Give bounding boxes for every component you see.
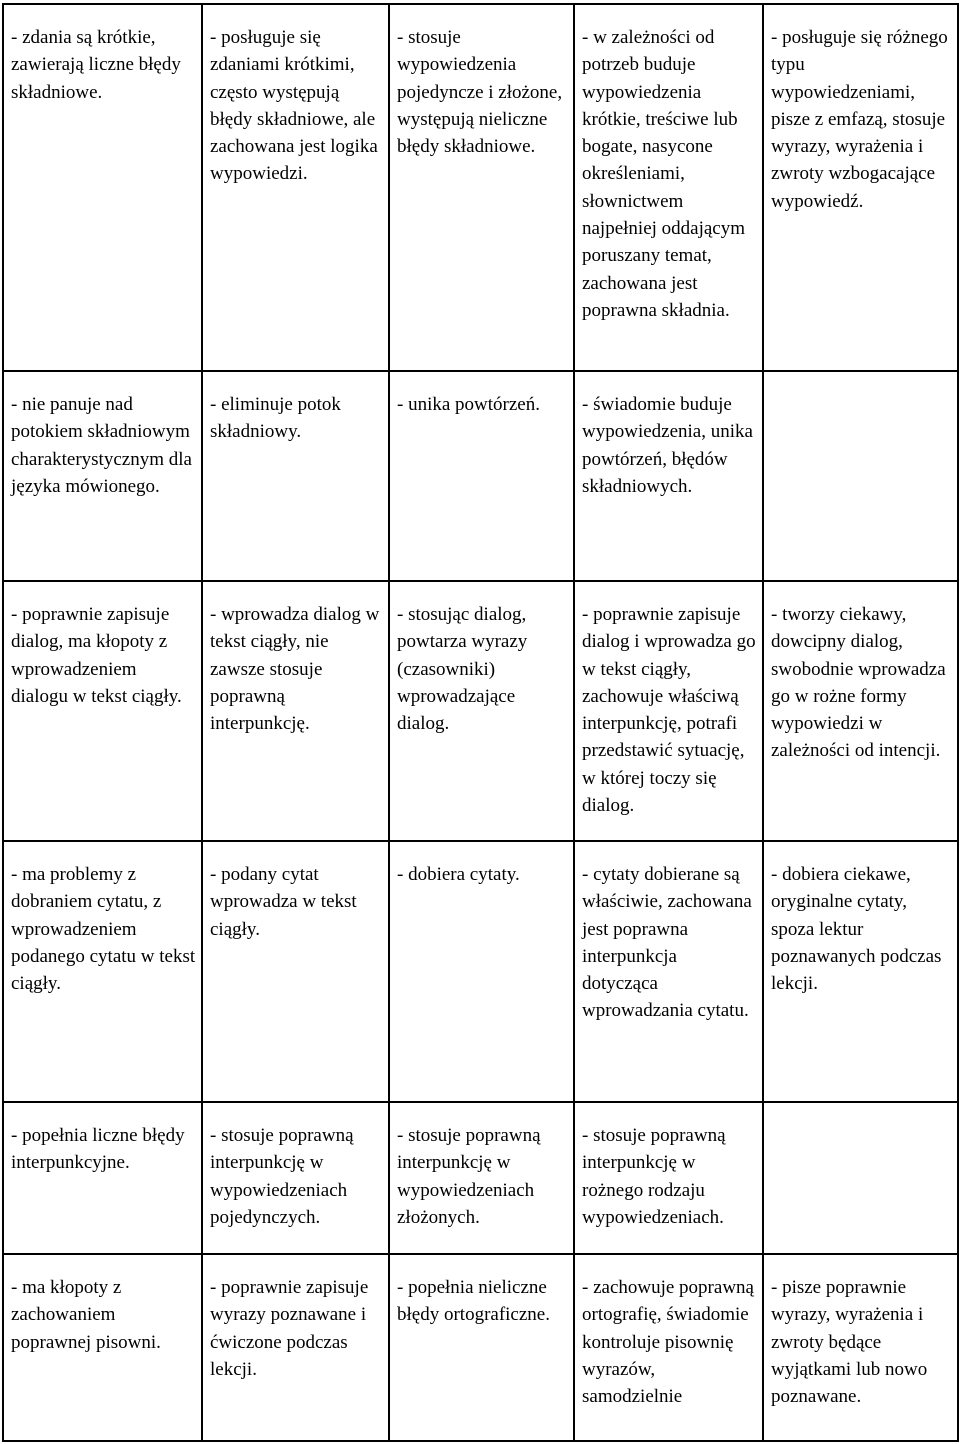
table-cell: [202, 581, 389, 841]
table-row-spelling: [3, 1254, 958, 1441]
cell-text: - stosuje poprawną interpunkcję w rożnego rodzaju wypowiedzeniach.: [582, 1125, 726, 1228]
table-cell: [3, 1254, 202, 1441]
cell-text: - cytaty dobierane są właściwie, zachowana jest poprawna interpunkcja dotycząca wprowadzania cytatu.: [582, 864, 752, 1022]
table-cell: [763, 371, 958, 581]
cell-text: - tworzy ciekawy, dowcipny dialog, swobodnie wprowadza go w rożne formy wypowiedzi w zależności od intencji.: [771, 604, 946, 762]
cell-text: - dobiera ciekawe, oryginalne cytaty, spoza lektur poznawanych podczas lekcji.: [771, 864, 942, 995]
table-cell: [3, 4, 202, 371]
table-cell: [574, 1254, 763, 1441]
table-row-quotations: [3, 841, 958, 1102]
table-cell: [3, 1102, 202, 1254]
cell-text: - poprawnie zapisuje dialog, ma kłopoty z wprowadzeniem dialogu w tekst ciągły.: [11, 604, 182, 707]
table-cell: [3, 841, 202, 1102]
table-cell: [3, 371, 202, 581]
table-cell: [574, 841, 763, 1102]
cell-text: - wprowadza dialog w tekst ciągły, nie zawsze stosuje poprawną interpunkcję.: [210, 604, 380, 735]
cell-text: - ma kłopoty z zachowaniem poprawnej pisowni.: [11, 1277, 161, 1353]
table-cell: [202, 841, 389, 1102]
cell-text: - nie panuje nad potokiem składniowym charakterystycznym dla języka mówionego.: [11, 394, 192, 497]
cell-text: - popełnia nieliczne błędy ortograficzne.: [397, 1277, 550, 1326]
table-cell: [389, 841, 574, 1102]
cell-text: - unika powtórzeń.: [397, 394, 540, 415]
cell-text: - w zależności od potrzeb buduje wypowiedzenia krótkie, treściwe lub bogate, nasycone określeniami, słownictwem najpełniej oddającym poruszany temat, zachowana jest poprawna składnia.: [582, 27, 746, 321]
table-cell: [389, 371, 574, 581]
cell-text: - stosuje wypowiedzenia pojedyncze i złożone, występują nieliczne błędy składniowe.: [397, 27, 563, 158]
cell-text: - świadomie buduje wypowiedzenia, unika powtórzeń, błędów składniowych.: [582, 394, 753, 497]
table-cell: [574, 581, 763, 841]
table-cell: [574, 1102, 763, 1254]
table-cell: [389, 581, 574, 841]
cell-text: - pisze poprawnie wyrazy, wyrażenia i zwroty będące wyjątkami lub nowo poznawane.: [771, 1277, 928, 1408]
assessment-criteria-table: [2, 3, 959, 1442]
table-row-syntactic-flow: [3, 371, 958, 581]
table-cell: [202, 1254, 389, 1441]
cell-text: - popełnia liczne błędy interpunkcyjne.: [11, 1125, 185, 1174]
table-cell: [202, 371, 389, 581]
table-row-syntax: [3, 4, 958, 371]
table-cell: [763, 1102, 958, 1254]
table-cell: [763, 4, 958, 371]
table-cell: [389, 4, 574, 371]
cell-text: - posługuje się zdaniami krótkimi, często występują błędy składniowe, ale zachowana jest logika wypowiedzi.: [210, 27, 378, 185]
table-cell: [763, 1254, 958, 1441]
table-cell: [763, 581, 958, 841]
cell-text: - poprawnie zapisuje wyrazy poznawane i ćwiczone podczas lekcji.: [210, 1277, 369, 1380]
cell-text: - eliminuje potok składniowy.: [210, 394, 341, 443]
table-cell: [763, 841, 958, 1102]
table-row-punctuation: [3, 1102, 958, 1254]
table-row-dialogue: [3, 581, 958, 841]
cell-text: - stosuje poprawną interpunkcję w wypowiedzeniach złożonych.: [397, 1125, 541, 1228]
table-cell: [3, 581, 202, 841]
cell-text: - dobiera cytaty.: [397, 864, 520, 885]
cell-text: - zdania są krótkie, zawierają liczne błędy składniowe.: [11, 27, 181, 103]
cell-text: - posługuje się różnego typu wypowiedzeniami, pisze z emfazą, stosuje wyrazy, wyrażenia i zwroty wzbogacające wypowiedź.: [771, 27, 948, 212]
table-cell: [389, 1102, 574, 1254]
cell-text: - stosuje poprawną interpunkcję w wypowiedzeniach pojedynczych.: [210, 1125, 354, 1228]
cell-text: - podany cytat wprowadza w tekst ciągły.: [210, 864, 357, 940]
cell-text: - ma problemy z dobraniem cytatu, z wprowadzeniem podanego cytatu w tekst ciągły.: [11, 864, 196, 995]
cell-text: - zachowuje poprawną ortografię, świadomie kontroluje pisownię wyrazów, samodzielnie: [582, 1277, 754, 1408]
table-cell: [574, 4, 763, 371]
table-cell: [202, 4, 389, 371]
cell-text: - poprawnie zapisuje dialog i wprowadza go w tekst ciągły, zachowuje właściwą interpunkcję, potrafi przedstawić sytuację, w której toczy się dialog.: [582, 604, 756, 817]
cell-text: - stosując dialog, powtarza wyrazy (czasowniki) wprowadzające dialog.: [397, 604, 528, 735]
table-cell: [202, 1102, 389, 1254]
table-cell: [574, 371, 763, 581]
table-cell: [389, 1254, 574, 1441]
